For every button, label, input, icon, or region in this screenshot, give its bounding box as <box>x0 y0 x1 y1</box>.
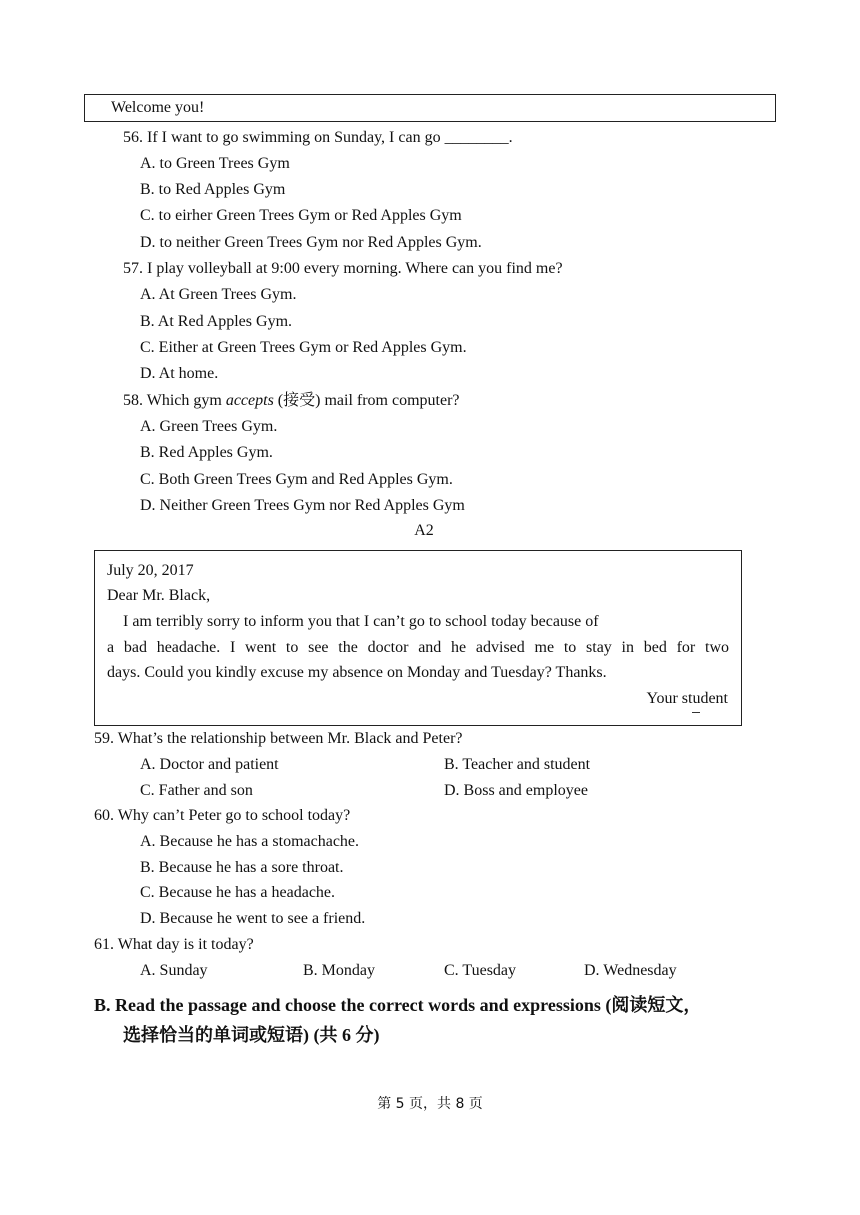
q60-option-d: D. Because he went to see a friend. <box>140 910 366 927</box>
signature-mark <box>692 712 700 713</box>
q58-stem <box>123 391 460 411</box>
q59-stem: 59. What’s the relationship between Mr. Black and Peter? <box>94 730 463 747</box>
letter-closing: Your student <box>646 690 728 707</box>
passage-a2-label: A2 <box>414 522 434 539</box>
notice-text: Welcome you! <box>111 99 205 116</box>
q61-option-d: D. Wednesday <box>584 962 677 979</box>
q56-option-c: C. to eirher Green Trees Gym or Red Apples Gym <box>140 207 462 224</box>
q61-option-b: B. Monday <box>303 962 375 979</box>
q58-option-d: D. Neither Green Trees Gym nor Red Apples Gym <box>140 497 465 514</box>
letter-line-2: a bad headache. I went to see the doctor and he advised me to stay in bed for two <box>107 639 729 656</box>
q60-stem: 60. Why can’t Peter go to school today? <box>94 807 351 824</box>
q61-option-c: C. Tuesday <box>444 962 517 979</box>
q58-option-a: A. Green Trees Gym. <box>140 418 278 435</box>
q56-stem: 56. If I want to go swimming on Sunday, I can go ________. <box>123 129 513 146</box>
q58-option-b: B. Red Apples Gym. <box>140 444 273 461</box>
section-b-line-2: 选择恰当的单词或短语) (共 6 分) <box>123 1025 380 1045</box>
q61-stem: 61. What day is it today? <box>94 936 254 953</box>
q60-option-c: C. Because he has a headache. <box>140 884 336 901</box>
q60-option-b: B. Because he has a sore throat. <box>140 859 344 876</box>
q58-stem-pre: 58. Which gym <box>123 392 226 409</box>
q59-option-b: B. Teacher and student <box>444 756 591 773</box>
q58-stem-post: (接受) mail from computer? <box>273 392 460 409</box>
q57-option-a: A. At Green Trees Gym. <box>140 286 297 303</box>
q59-option-a: A. Doctor and patient <box>140 756 279 773</box>
q57-stem: 57. I play volleyball at 9:00 every morning. Where can you find me? <box>123 260 563 277</box>
q56-option-d: D. to neither Green Trees Gym nor Red Apples Gym. <box>140 234 482 251</box>
page-footer: 第 5 页，共 8 页 <box>377 1096 483 1112</box>
q57-option-c: C. Either at Green Trees Gym or Red Apples Gym. <box>140 339 467 356</box>
section-b-line-1: B. Read the passage and choose the correct words and expressions (阅读短文， <box>94 995 702 1015</box>
q56-option-a: A. to Green Trees Gym <box>140 155 290 172</box>
q59-option-c: C. Father and son <box>140 782 253 799</box>
q58-option-c: C. Both Green Trees Gym and Red Apples Gym. <box>140 471 453 488</box>
q60-option-a: A. Because he has a stomachache. <box>140 833 360 850</box>
section-b-heading <box>94 990 774 1050</box>
letter-line-3: days. Could you kindly excuse my absence on Monday and Tuesday? Thanks. <box>107 664 607 681</box>
q57-option-b: B. At Red Apples Gym. <box>140 313 293 330</box>
letter-line-1: I am terribly sorry to inform you that I can’t go to school today because of <box>123 613 599 630</box>
letter-date: July 20, 2017 <box>107 562 194 579</box>
letter-greeting: Dear Mr. Black, <box>107 587 211 604</box>
q57-option-d: D. At home. <box>140 365 219 382</box>
q58-stem-em: accepts <box>225 392 274 409</box>
q59-option-d: D. Boss and employee <box>444 782 588 799</box>
q56-option-b: B. to Red Apples Gym <box>140 181 286 198</box>
q61-option-a: A. Sunday <box>140 962 208 979</box>
notice-box <box>84 94 776 122</box>
